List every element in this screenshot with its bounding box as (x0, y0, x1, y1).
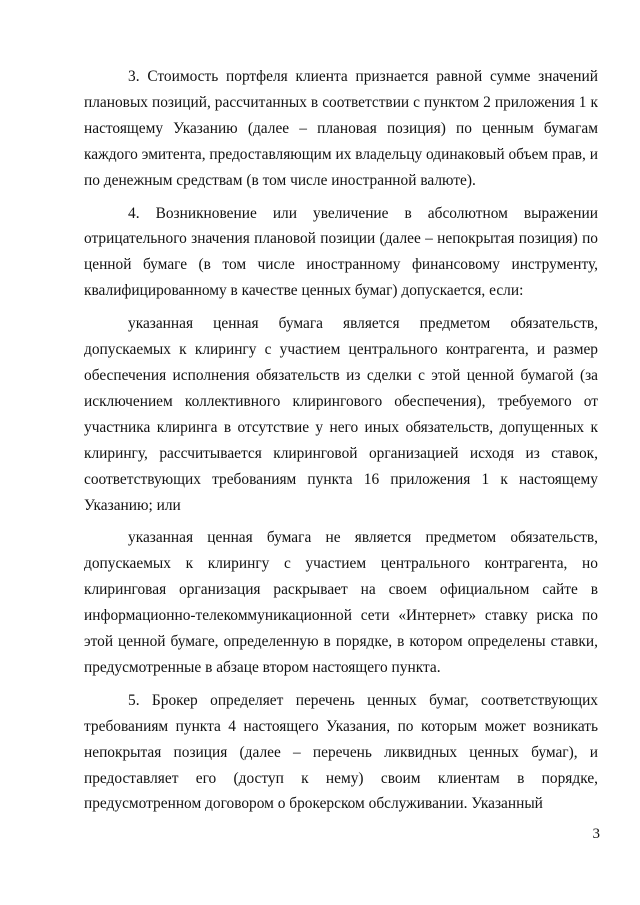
paragraph-4-condition-central-counterparty: указанная ценная бумага является предметом обязательств, допускаемых к клирингу с участием центрального контрагента, и размер обеспечения исполнения обязательств из сделки с этой ценной бумагой (за исключением коллективного клирингового обеспечения), требуемого от участника клиринга в отсутствие у него иных обязательств, допущенных к клирингу, рассчитывается клиринговой организацией исходя из ставок, соответствующих требованиям пункта 16 приложения 1 к настоящему Указанию; или (84, 315, 598, 514)
paragraph-4-uncovered-position: 4. Возникновение или увеличение в абсолютном выражении отрицательного значения плановой позиции (далее – непокрытая позиция) по ценной бумаге (в том числе иностранному финансовому инструменту, квалифицированному в качестве ценных бумаг) допускается, если: (84, 204, 598, 300)
page-number: 3 (592, 826, 600, 842)
document-body (84, 64, 598, 824)
paragraph-5-liquid-securities-list: 5. Брокер определяет перечень ценных бумаг, соответствующих требованиям пункта 4 настоящего Указания, по которым может возникать непокрытая позиция (далее – перечень ликвидных ценных бумаг), и предоставляет его (доступ к нему) своим клиентам в порядке, предусмотренном договором о брокерском обслуживании. Указанный (84, 691, 598, 813)
paragraph-4-condition-risk-rate-disclosure: указанная ценная бумага не является предметом обязательств, допускаемых к клирингу с участием центрального контрагента, но клиринговая организация раскрывает на своем официальном сайте в информационно-телекоммуникационной сети «Интернет» ставку риска по этой ценной бумаге, определенную в порядке, в котором определены ставки, предусмотренные в абзаце втором настоящего пункта. (84, 529, 598, 676)
paragraph-3-portfolio-value: 3. Стоимость портфеля клиента признается равной сумме значений плановых позиций, рассчитанных в соответствии с пунктом 2 приложения 1 к настоящему Указанию (далее – плановая позиция) по ценным бумагам каждого эмитента, предоставляющим их владельцу одинаковый объем прав, и по денежным средствам (в том числе иностранной валюте). (84, 68, 598, 189)
